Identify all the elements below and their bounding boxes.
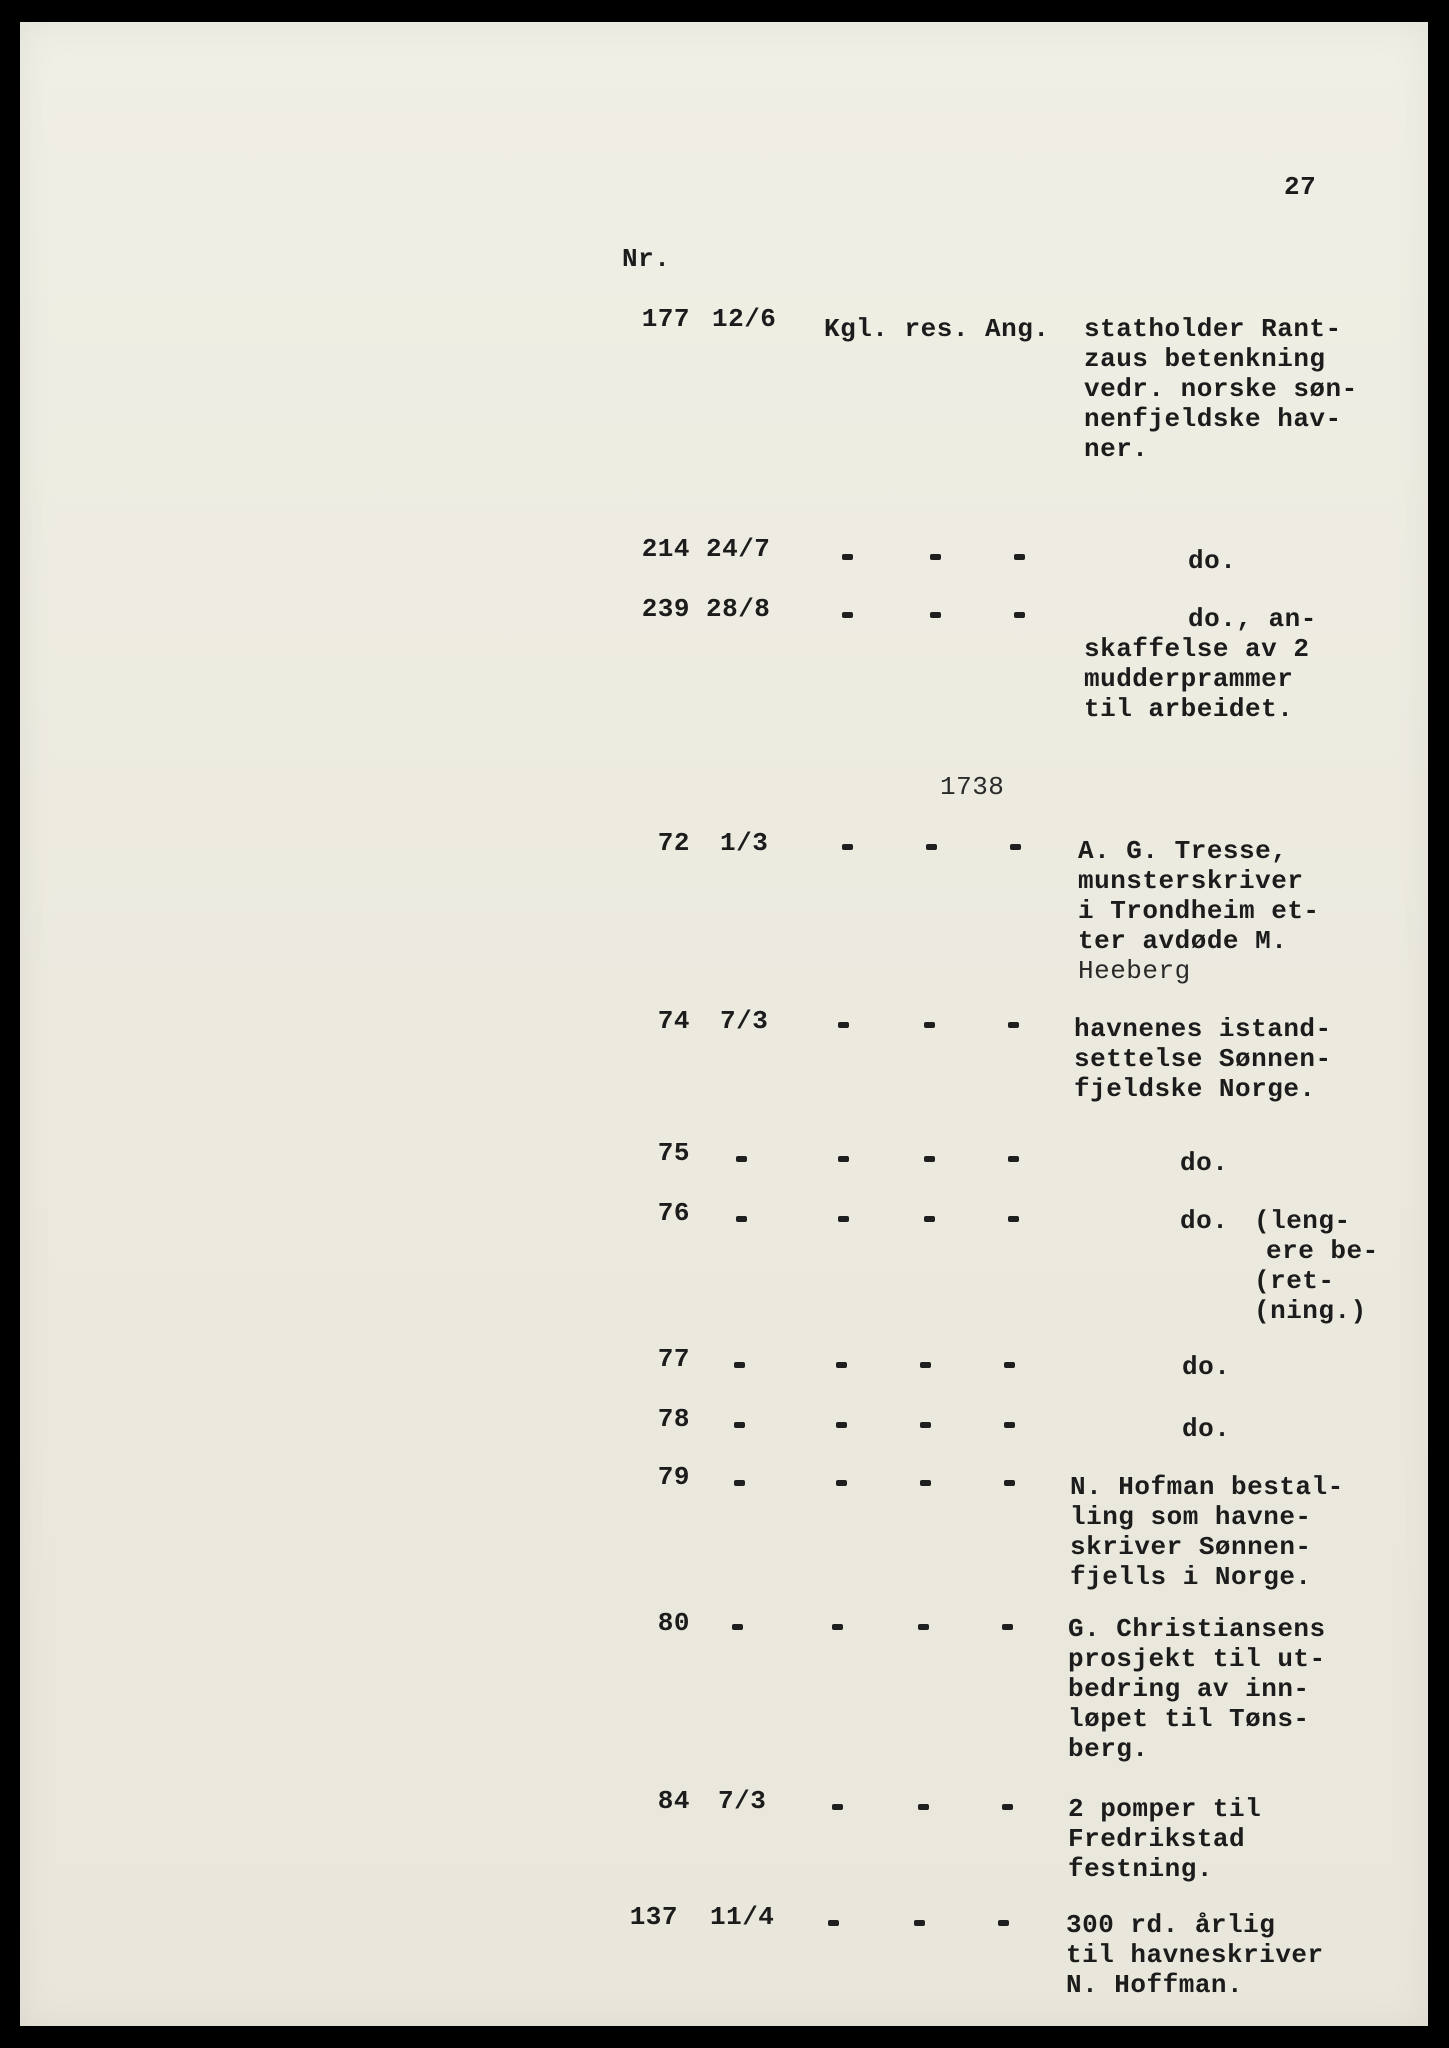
entry-desc-line: fjeldske Norge. [1074,1074,1316,1104]
ditto-dash [736,1216,747,1222]
ditto-dash [832,1804,843,1810]
entry-desc-line: 2 pomper til [1068,1794,1262,1824]
entry-desc-line: til arbeidet. [1084,694,1294,724]
ditto-dash [838,1022,849,1028]
entry-desc-line: ling som havne- [1070,1502,1312,1532]
entry-desc-line: Fredrikstad [1068,1824,1246,1854]
ditto-dash [732,1624,743,1630]
entry-nr: 239 [641,594,690,624]
entry-desc-line: settelse Sønnen- [1074,1044,1332,1074]
ditto-dash [1002,1804,1013,1810]
ditto-dash [930,612,941,618]
entry-date: 28/8 [706,594,771,624]
ditto-dash [836,1480,847,1486]
entry-nr: 177 [641,304,690,334]
entry-date: 11/4 [710,1902,775,1932]
entry-type: Kgl. res. Ang. [824,314,1050,344]
ditto-dash [736,1156,747,1162]
entry-desc-line: festning. [1068,1854,1213,1884]
ditto-dash [920,1362,931,1368]
ditto-dash [1014,554,1025,560]
ditto-dash [924,1156,935,1162]
entry-desc-line: havnenes istand- [1074,1014,1332,1044]
entry-date: 7/3 [720,1006,769,1036]
entry-desc-line: ere be- [1266,1236,1379,1266]
entry-desc-line: do., an- [1188,604,1317,634]
ditto-dash [998,1920,1009,1926]
ditto-dash [734,1362,745,1368]
ditto-dash [920,1480,931,1486]
entry-desc-line: bedring av inn- [1068,1674,1310,1704]
entry-desc-line: (ning.) [1254,1296,1367,1326]
column-header-nr: Nr. [622,244,671,274]
ditto-dash [836,1422,847,1428]
entry-nr: 80 [657,1608,690,1638]
ditto-dash [918,1624,929,1630]
entry-desc-line: skriver Sønnen- [1070,1532,1312,1562]
entry-desc-line: zaus betenkning [1084,344,1326,374]
ditto-dash [734,1422,745,1428]
ditto-dash [924,1216,935,1222]
ditto-dash [842,844,853,850]
entry-desc-line: 300 rd. årlig [1066,1910,1276,1940]
entry-desc-line: N. Hoffman. [1066,1970,1244,2000]
ditto-dash [842,612,853,618]
entry-date: 12/6 [712,304,777,334]
entry-nr: 84 [657,1786,690,1816]
ditto-dash [1008,1156,1019,1162]
entry-nr: 74 [657,1006,690,1036]
year-divider: 1738 [940,772,1005,802]
entry-date: 7/3 [718,1786,767,1816]
entry-desc-line: mudderprammer [1084,664,1294,694]
ditto-dash [1002,1624,1013,1630]
entry-desc-line: do. [1180,1148,1229,1178]
entry-desc-line: (leng- [1254,1206,1351,1236]
ditto-dash [842,554,853,560]
entry-date: 1/3 [720,828,769,858]
ditto-dash [924,1022,935,1028]
entry-desc-line: N. Hofman bestal- [1070,1472,1344,1502]
ditto-dash [1014,612,1025,618]
entry-desc-line: ter avdøde M. [1078,926,1288,956]
page-number: 27 [1284,172,1317,202]
entry-nr: 78 [657,1404,690,1434]
entry-desc-line: vedr. norske søn- [1084,374,1358,404]
ditto-dash [918,1804,929,1810]
entry-desc-line: do. [1182,1352,1231,1382]
ditto-dash [920,1422,931,1428]
ditto-dash [1004,1362,1015,1368]
ditto-dash [828,1920,839,1926]
entry-nr: 79 [657,1462,690,1492]
document-page [20,22,1428,2026]
entry-desc-line: statholder Rant- [1084,314,1342,344]
ditto-dash [914,1920,925,1926]
entry-desc-line: til havneskriver [1066,1940,1324,1970]
entry-desc-line: do. [1182,1414,1231,1444]
ditto-dash [1008,1022,1019,1028]
ditto-dash [926,844,937,850]
entry-nr: 72 [657,828,690,858]
entry-desc-line: prosjekt til ut- [1068,1644,1326,1674]
entry-desc-line: G. Christiansens [1068,1614,1326,1644]
entry-desc-line: nenfjeldske hav- [1084,404,1342,434]
entry-desc-line: A. G. Tresse, [1078,836,1288,866]
ditto-dash [832,1624,843,1630]
entry-desc-line: fjells i Norge. [1070,1562,1312,1592]
entry-desc-line: skaffelse av 2 [1084,634,1310,664]
entry-nr: 76 [657,1198,690,1228]
ditto-dash [1008,1216,1019,1222]
ditto-dash [734,1480,745,1486]
entry-desc-line: do. [1188,546,1237,576]
ditto-dash [930,554,941,560]
entry-desc-line: do. [1180,1206,1229,1236]
entry-desc-line: ner. [1084,434,1149,464]
entry-nr: 137 [629,1902,678,1932]
entry-desc-line: løpet til Tøns- [1068,1704,1310,1734]
ditto-dash [1004,1480,1015,1486]
ditto-dash [836,1362,847,1368]
entry-desc-line: munsterskriver [1078,866,1304,896]
ditto-dash [838,1156,849,1162]
entry-nr: 75 [657,1138,690,1168]
ditto-dash [838,1216,849,1222]
ditto-dash [1004,1422,1015,1428]
entry-date: 24/7 [706,534,771,564]
entry-desc-line: berg. [1068,1734,1149,1764]
entry-desc-line: (ret- [1254,1266,1335,1296]
entry-desc-line: i Trondheim et- [1078,896,1320,926]
entry-desc-line: Heeberg [1078,956,1191,986]
entry-nr: 214 [641,534,690,564]
ditto-dash [1010,844,1021,850]
entry-nr: 77 [657,1344,690,1374]
